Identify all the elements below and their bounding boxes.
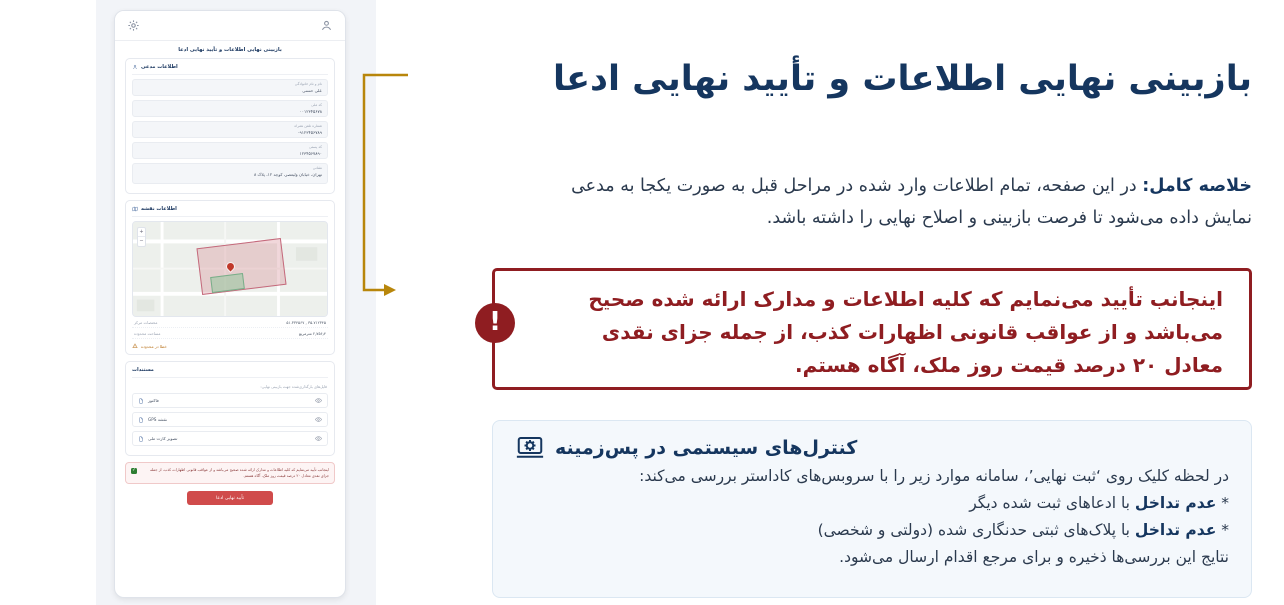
consent-checkbox[interactable]: ✓ bbox=[132, 468, 136, 473]
summary-paragraph bbox=[552, 170, 1252, 234]
map-zoom-control[interactable] bbox=[137, 227, 146, 247]
legal-warning-text: اینجانب تأیید می‌نمایم که کلیه اطلاعات و مدارک ارائه شده صحیح می‌باشد و از عواقب قانونی اظهارات کذب، از جمله جزای نقدی معادل ۲۰ درصد قیمت روز ملک، آگاه هستم. bbox=[588, 287, 1223, 377]
map-row-center bbox=[132, 317, 328, 328]
map-warning bbox=[132, 339, 328, 349]
field-postalcode-value: ۱۲۳۴۵۶۷۸۹۰ bbox=[299, 151, 322, 156]
file-icon bbox=[138, 417, 144, 423]
laptop-gear-icon bbox=[515, 433, 545, 463]
document-label-group bbox=[138, 398, 159, 404]
system-controls-line1: در لحظه کلیک روی ‘ثبت نهایی’، سامانه موارد زیر را با سروبس‌های کاداستر بررسی می‌کند: bbox=[639, 467, 1229, 485]
field-nationalid-label: کد ملی bbox=[311, 103, 322, 107]
system-controls-header bbox=[515, 433, 1229, 463]
system-controls-card bbox=[492, 420, 1252, 598]
document-name: تصویر کارت ملی bbox=[148, 436, 178, 441]
documents-card-title-text: مستندات bbox=[132, 367, 154, 373]
user-outline-icon bbox=[132, 64, 138, 70]
bullet-2-rest: با پلاک‌های ثبتی حدنگاری شده (دولتی و شخصی) bbox=[817, 521, 1135, 539]
field-fullname-label: نام و نام خانوادگی bbox=[294, 82, 322, 86]
system-controls-bullet-2 bbox=[515, 517, 1229, 544]
zoom-in-button[interactable]: + bbox=[139, 229, 144, 235]
field-postalcode[interactable] bbox=[132, 142, 328, 159]
field-mobile-value: ۰۹۱۲۳۴۵۶۷۸۹ bbox=[297, 130, 322, 135]
connector-arrow bbox=[340, 40, 460, 340]
map-card-title-text: اطلاعات نقشه bbox=[141, 206, 177, 212]
document-name: نقشه GPS bbox=[148, 417, 168, 422]
documents-card bbox=[125, 361, 335, 456]
eye-icon[interactable] bbox=[315, 416, 322, 423]
document-label-group bbox=[138, 417, 167, 423]
field-address[interactable] bbox=[132, 163, 328, 184]
phone-topbar bbox=[115, 11, 345, 41]
map-icon bbox=[132, 206, 138, 212]
identity-card-title bbox=[132, 64, 328, 75]
identity-card bbox=[125, 58, 335, 194]
map-row-center-value: ۳۵.۷۱۲۳۴۵ , ۵۱.۳۳۴۵۶۷ bbox=[286, 319, 326, 325]
zoom-out-button[interactable]: − bbox=[139, 238, 144, 244]
field-address-value: تهران، خیابان ولیعصر، کوچه ۱۲، پلاک ۸ bbox=[253, 172, 322, 177]
field-fullname[interactable] bbox=[132, 79, 328, 96]
summary-label: خلاصه کامل: bbox=[1142, 175, 1252, 196]
bullet-2-bold: عدم تداخل bbox=[1134, 521, 1217, 539]
user-icon[interactable] bbox=[320, 19, 333, 32]
consent-text: اینجانب تأیید می‌نمایم که کلیه اطلاعات و مدارک ارائه شده صحیح می‌باشد و از عواقب قانونی اظهارات کذب، از جمله جزای نقدی معادل ۲۰ درصد قیمت روز ملک، آگاه هستم. bbox=[149, 468, 329, 478]
map-secondary-polygon bbox=[210, 273, 245, 293]
field-mobile[interactable] bbox=[132, 121, 328, 138]
field-mobile-label: شماره تلفن همراه bbox=[294, 124, 322, 128]
gear-icon[interactable] bbox=[127, 19, 140, 32]
mockup-panel bbox=[96, 0, 376, 605]
list-item[interactable] bbox=[132, 412, 328, 427]
field-address-label: نشانی bbox=[312, 166, 322, 170]
list-item[interactable] bbox=[132, 431, 328, 446]
final-submit-button[interactable]: تأیید نهایی ادعا bbox=[187, 491, 273, 505]
page-title: بازبینی نهایی اطلاعات و تأیید نهایی ادعا bbox=[552, 59, 1252, 100]
eye-icon[interactable] bbox=[315, 397, 322, 404]
map-viewport[interactable] bbox=[132, 221, 328, 317]
bullet-1-bold: عدم تداخل bbox=[1134, 494, 1217, 512]
file-icon bbox=[138, 398, 144, 404]
system-controls-footer: نتایج این بررسی‌ها ذخیره و برای مرجع اقدام ارسال می‌شود. bbox=[839, 548, 1229, 566]
phone-body bbox=[115, 58, 345, 505]
exclamation-icon: ! bbox=[475, 303, 515, 343]
map-warning-text: خطا در محدوده bbox=[141, 343, 167, 349]
documents-note: فایل‌های بارگذاری‌شده جهت بازبینی نهایی: bbox=[260, 384, 327, 389]
legal-warning-callout bbox=[489, 268, 1252, 390]
alert-triangle-icon bbox=[132, 343, 138, 349]
system-controls-bullet-1 bbox=[515, 490, 1229, 517]
map-row-area-value: ۲٫۷۵۶٫۴ مترمربع bbox=[298, 330, 326, 336]
document-name: فاکتور bbox=[148, 398, 159, 403]
phone-header-title: بازبینی نهایی اطلاعات و تأیید نهایی ادعا bbox=[178, 47, 282, 53]
map-row-center-label: مختصات مرکز bbox=[134, 319, 158, 325]
system-controls-title: کنترل‌های سیستمی در پس‌زمینه bbox=[555, 437, 858, 459]
map-row-area bbox=[132, 328, 328, 339]
bullet-1-prefix: * bbox=[1216, 494, 1229, 512]
documents-card-title bbox=[132, 367, 328, 378]
field-nationalid-value: ۰۰۱۲۳۴۵۶۷۸ bbox=[299, 109, 322, 114]
bullet-1-rest: با ادعاهای ثبت شده دیگر bbox=[969, 494, 1135, 512]
summary-text: در این صفحه، تمام اطلاعات وارد شده در مراحل قبل به صورت یکجا به مدعی نمایش داده می‌شود تا فرصت بازبینی و اصلاح نهایی را داشته باشد. bbox=[571, 175, 1252, 228]
file-icon bbox=[138, 436, 144, 442]
eye-icon[interactable] bbox=[315, 435, 322, 442]
document-label-group bbox=[138, 436, 177, 442]
consent-checkbox-row[interactable] bbox=[125, 462, 335, 484]
list-item[interactable] bbox=[132, 393, 328, 408]
map-card-title bbox=[132, 206, 328, 217]
phone-mockup bbox=[114, 10, 346, 598]
content-area bbox=[376, 0, 1284, 605]
map-row-area-label: مساحت محدوده bbox=[134, 330, 161, 336]
field-nationalid[interactable] bbox=[132, 100, 328, 117]
identity-card-title-text: اطلاعات مدعی bbox=[141, 64, 178, 70]
bullet-2-prefix: * bbox=[1216, 521, 1229, 539]
field-postalcode-label: کد پستی bbox=[308, 145, 322, 149]
field-fullname-value: علی حسنی bbox=[302, 88, 322, 93]
map-card bbox=[125, 200, 335, 355]
